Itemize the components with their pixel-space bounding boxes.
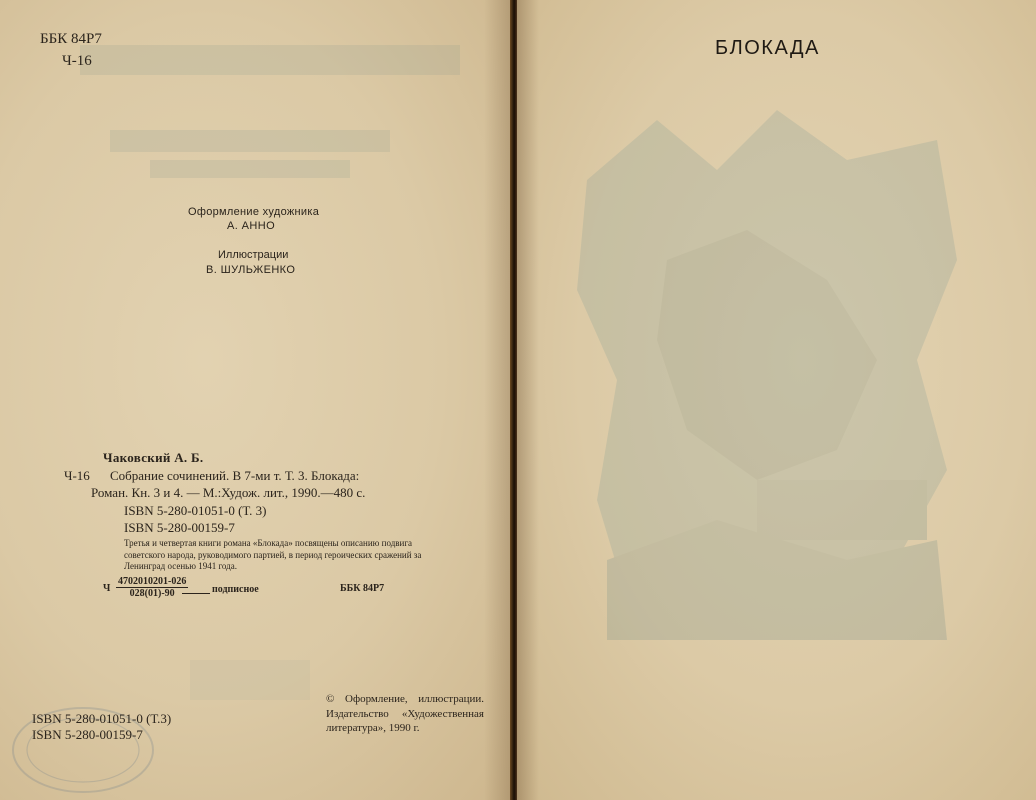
book-title: БЛОКАДА <box>715 37 820 59</box>
catalog-isbn-2: ISBN 5-280-00159-7 <box>124 520 235 535</box>
catalog-isbn-1: ISBN 5-280-01051-0 (Т. 3) <box>124 503 267 518</box>
catalog-code: Ч-16 <box>64 468 90 483</box>
author-code: Ч-16 <box>62 53 92 69</box>
catalog-bbk: ББК 84Р7 <box>340 583 385 594</box>
illustrations-caption: Иллюстрации <box>218 249 289 261</box>
isbn-bottom-1: ISBN 5-280-01051-0 (Т.3) <box>32 711 172 726</box>
right-page <box>517 0 1036 800</box>
bleed-through-illustration <box>517 0 1036 800</box>
copyright-notice: © Оформление, иллюстрации. Издательство «Художественная литература», 1990 г. <box>326 693 484 734</box>
design-caption: Оформление художника <box>188 206 320 218</box>
left-page <box>0 0 512 800</box>
bleed-through-ghost <box>0 0 512 800</box>
catalog-annotation: Третья и четвертая книги романа «Блокада» посвящены описанию подвига советского народа, руководимого партией, в период героических сражений за Ленинград осенью 1941 года. <box>124 538 422 571</box>
fraction-rule <box>182 593 210 594</box>
index-denominator: 028(01)-90 <box>116 587 188 599</box>
catalog-author: Чаковский А. Б. <box>103 450 204 465</box>
catalog-description-line2: Роман. Кн. 3 и 4. — М.:Худож. лит., 1990.—480 с. <box>91 485 366 500</box>
index-fraction <box>116 576 188 599</box>
subscription-label: подписное <box>212 584 259 595</box>
isbn-bottom-2: ISBN 5-280-00159-7 <box>32 727 143 742</box>
illustrator-name: В. ШУЛЬЖЕНКО <box>206 264 296 276</box>
catalog-description-line1: Собрание сочинений. В 7-ми т. Т. 3. Блокада: <box>110 468 360 483</box>
design-artist: А. АННО <box>227 220 276 232</box>
index-letter: Ч <box>103 583 111 594</box>
index-numerator: 4702010201-026 <box>118 576 187 587</box>
bbk-code: ББК 84Р7 <box>40 31 102 47</box>
